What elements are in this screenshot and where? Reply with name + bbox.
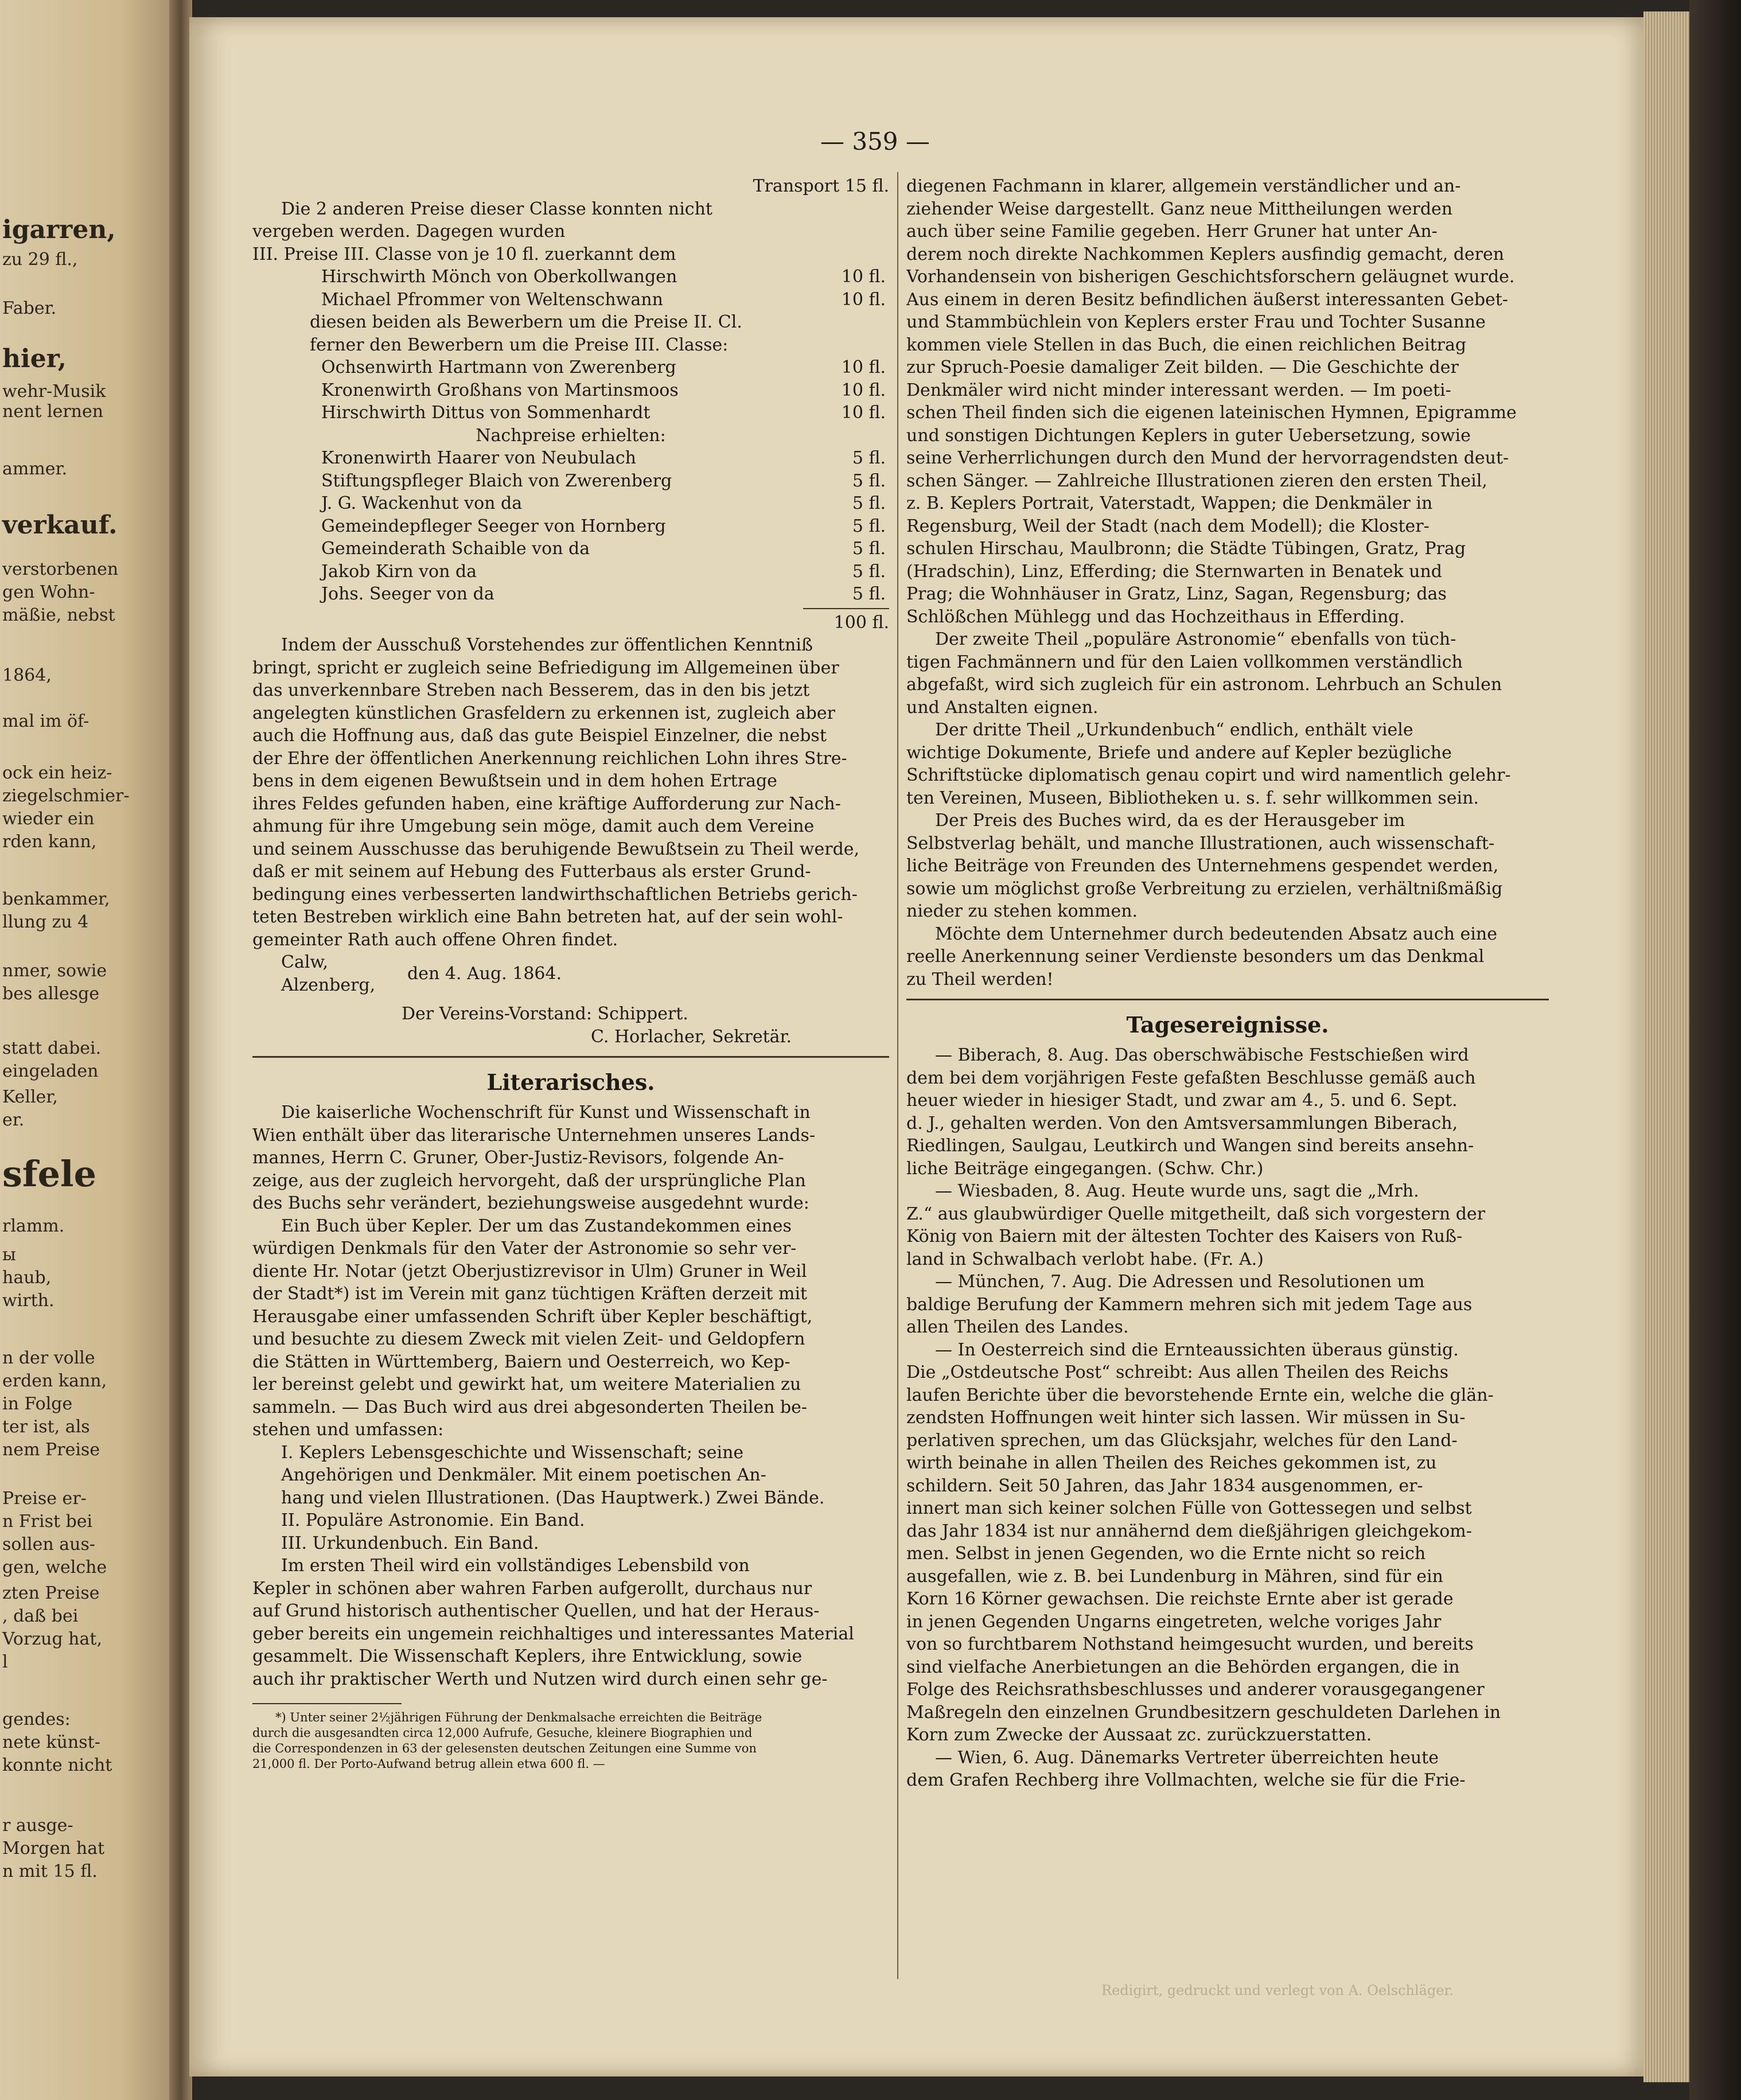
- place-date-block: [252, 951, 889, 1003]
- left-page-fragment: erden kann,: [2, 1371, 107, 1391]
- text-line: zur Spruch-Poesie damaliger Zeit bilden. — Die Geschichte der: [906, 357, 1459, 377]
- text-line: Angehörigen und Denkmäler. Mit einem poetischen An-: [281, 1465, 766, 1485]
- text-line: würdigen Denkmals für den Vater der Astronomie so sehr ver-: [252, 1238, 797, 1259]
- text-line: abgefaßt, wird sich zugleich für ein astronom. Lehrbuch an Schulen: [906, 675, 1502, 695]
- left-page-fragment: zten Preise: [2, 1583, 100, 1603]
- text-line: I. Keplers Lebensgeschichte und Wissenschaft; seine: [281, 1442, 744, 1463]
- prize-winner: Gemeinderath Schaible von da: [321, 539, 590, 559]
- prize-amount: 10 fl.: [841, 403, 886, 423]
- text-line: ahmung für ihre Umgebung sein möge, damit auch dem Vereine: [252, 816, 815, 836]
- text-line: — München, 7. Aug. Die Adressen und Resolutionen um: [935, 1272, 1425, 1292]
- footnote-line: *) Unter seiner 2½jährigen Führung der Denkmalsache erreichten die Beiträge: [275, 1711, 762, 1724]
- footnote: [252, 1710, 889, 1772]
- left-page-fragment: mäßie, nebst: [2, 605, 115, 625]
- prize-row: [252, 289, 889, 311]
- text-line: Die „Ostdeutsche Post“ schreibt: Aus allen Theilen des Reichs: [906, 1362, 1448, 1382]
- left-page-fragment: bes allesge: [2, 984, 100, 1004]
- prize-winner: J. G. Wackenhut von da: [321, 493, 523, 513]
- prize-row: [252, 470, 889, 493]
- left-page-fragment: hier,: [2, 344, 67, 373]
- prize-row: [252, 537, 889, 560]
- prize-winner: Jakob Kirn von da: [321, 561, 477, 582]
- text-line: angelegten künstlichen Grasfeldern zu erkennen ist, zugleich aber: [252, 703, 835, 723]
- text-line: zeige, aus der zugleich hervorgeht, daß der ursprüngliche Plan: [252, 1170, 806, 1191]
- text-line: — In Oesterreich sind die Ernteaussichten überaus günstig.: [935, 1339, 1459, 1360]
- left-page-fragment: rlamm.: [2, 1216, 65, 1236]
- text-line: das unverkennbare Streben nach Besserem, das in den bis jetzt: [252, 680, 810, 700]
- text-line: König von Baiern mit der ältesten Tochter des Kaisers von Ruß-: [906, 1226, 1463, 1246]
- text-line: sind vielfache Anerbietungen an die Behörden ergangen, die in: [906, 1657, 1460, 1677]
- text-line: der Stadt*) ist im Verein mit ganz tüchtigen Kräften derzeit mit: [252, 1284, 808, 1304]
- text-line: schulen Hirschau, Maulbronn; die Städte Tübingen, Gratz, Prag: [906, 539, 1466, 559]
- text-line: und Stammbüchlein von Keplers erster Frau und Tochter Susanne: [906, 312, 1486, 332]
- prize-winner: Gemeindepfleger Seeger von Hornberg: [321, 516, 666, 536]
- text-line: Denkmäler wird nicht minder interessant werden. — Im poeti-: [906, 380, 1451, 400]
- text-line: Herausgabe einer umfassenden Schrift über Kepler beschäftigt,: [252, 1306, 813, 1327]
- text-line: Wien enthält über das literarische Unternehmen unseres Lands-: [252, 1125, 816, 1146]
- text-line: — Biberach, 8. Aug. Das oberschwäbische Festschießen wird: [935, 1045, 1469, 1065]
- footnote-line: durch die ausgesandten circa 12,000 Aufrufe, Gesuche, kleinere Biographien und: [252, 1726, 753, 1740]
- left-page-fragment: , daß bei: [2, 1606, 79, 1626]
- text-line: daß er mit seinem auf Hebung des Futterbaus als erster Grund-: [252, 862, 811, 882]
- left-page-fragment: l: [2, 1652, 8, 1672]
- left-page-fragment: mal im öf-: [2, 711, 89, 731]
- left-page-fragment: nem Preise: [2, 1440, 100, 1460]
- text-line: dem Grafen Rechberg ihre Vollmachten, welche sie für die Frie-: [906, 1770, 1466, 1790]
- left-page-fragment: llung zu 4: [2, 912, 89, 932]
- text-line: Schriftstücke diplomatisch genau copirt und wird namentlich gelehr-: [906, 765, 1511, 785]
- left-page-fragment: wirth.: [2, 1291, 54, 1311]
- text-line: nieder zu stehen kommen.: [906, 901, 1138, 921]
- page-number: — 359 —: [820, 127, 930, 155]
- text-line: des Buchs sehr verändert, beziehungsweise ausgedehnt wurde:: [252, 1193, 809, 1213]
- text-line: gesammelt. Die Wissenschaft Keplers, ihre Entwicklung, sowie: [252, 1646, 803, 1666]
- text-line: allen Theilen des Landes.: [906, 1317, 1129, 1337]
- text-line: reelle Anerkennung seiner Verdienste besonders um das Denkmal: [906, 946, 1485, 967]
- left-page-fragment: igarren,: [2, 215, 116, 244]
- text-line: Z.“ aus glaubwürdiger Quelle mitgetheilt, daß sich vorgestern der: [906, 1203, 1486, 1224]
- left-page-fragment: ock ein heiz-: [2, 763, 112, 783]
- prize-intro: [252, 198, 889, 266]
- text-line: auf Grund historisch authentischer Quellen, und hat der Heraus-: [252, 1601, 820, 1621]
- prize-amount: 5 fl.: [852, 539, 886, 559]
- text-line: Selbstverlag behält, und manche Illustrationen, auch wissenschaft-: [906, 833, 1495, 854]
- left-page-fragment: Preise er-: [2, 1489, 87, 1509]
- text-line: — Wiesbaden, 8. Aug. Heute wurde uns, sagt die „Mrh.: [935, 1181, 1419, 1201]
- text-line: (Hradschin), Linz, Efferding; die Sternwarten in Benatek und: [906, 561, 1443, 582]
- text-line: schildern. Seit 50 Jahren, das Jahr 1834 ausgenommen, er-: [906, 1475, 1423, 1496]
- text-line: mannes, Herrn C. Gruner, Ober-Justiz-Revisors, folgende An-: [252, 1148, 784, 1168]
- text-line: auch über seine Familie gegeben. Herr Gruner hat unter An-: [906, 221, 1438, 241]
- text-line: zu Theil werden!: [906, 969, 1054, 989]
- prize-amount: 5 fl.: [852, 584, 886, 604]
- text-line: vergeben werden. Dagegen wurden: [252, 221, 566, 241]
- left-page-fragment: ammer.: [2, 459, 68, 479]
- text-line: derem noch direkte Nachkommen Keplers ausfindig gemacht, deren: [906, 244, 1505, 264]
- text-line: stehen und umfassen:: [252, 1420, 444, 1440]
- text-line: wirth beinahe in allen Theilen des Reiches gekommen ist, zu: [906, 1453, 1437, 1473]
- text-line: III. Urkundenbuch. Ein Band.: [281, 1533, 539, 1553]
- text-line: schen Sänger. — Zahlreiche Illustrationen zieren den ersten Theil,: [906, 470, 1487, 491]
- text-line: Indem der Ausschuß Vorstehendes zur öffentlichen Kenntniß: [281, 635, 813, 655]
- prize-total: 100 fl.: [834, 612, 889, 633]
- left-page-fragment: gen, welche: [2, 1557, 107, 1577]
- kepler-continued-text: [906, 175, 1549, 991]
- text-line: auch ihr praktischer Werth und Nutzen wird durch einen sehr ge-: [252, 1669, 828, 1689]
- left-page-fragment: statt dabei.: [2, 1038, 102, 1058]
- text-line: Die 2 anderen Preise dieser Classe konnten nicht: [281, 198, 712, 219]
- text-line: Regensburg, Weil der Stadt (nach dem Modell); die Kloster-: [906, 516, 1430, 536]
- text-line: innert man sich keiner solchen Fülle von Gottessegen und selbst: [906, 1498, 1472, 1518]
- left-page-fragment: n der volle: [2, 1348, 95, 1368]
- prize-amount: 5 fl.: [852, 470, 886, 491]
- text-line: Prag; die Wohnhäuser in Gratz, Linz, Sagan, Regensburg; das: [906, 584, 1447, 604]
- prize-note: [252, 311, 889, 356]
- prize-row: [252, 356, 889, 379]
- text-line: schen Theil finden sich die eigenen lateinischen Hymnen, Epigramme: [906, 403, 1517, 423]
- text-line: Die kaiserliche Wochenschrift für Kunst und Wissenschaft in: [281, 1102, 811, 1123]
- prize-row: [252, 492, 889, 515]
- text-line: diesen beiden als Bewerbern um die Preise II. Cl.: [310, 312, 742, 332]
- text-line: Aus einem in deren Besitz befindlichen äußerst interessanten Gebet-: [906, 289, 1508, 310]
- text-line: Vorhandensein von bisherigen Geschichtsforschern geläugnet wurde.: [906, 267, 1515, 287]
- text-line: Möchte dem Unternehmer durch bedeutenden Absatz auch eine: [935, 924, 1497, 944]
- left-page-fragment: benkammer,: [2, 889, 110, 909]
- prize-amount: 5 fl.: [852, 448, 886, 468]
- text-line: d. J., gehalten werden. Von den Amtsversammlungen Biberach,: [906, 1113, 1458, 1133]
- nachpreise-heading: Nachpreise erhielten:: [476, 425, 666, 446]
- text-line: Im ersten Theil wird ein vollständiges Lebensbild von: [281, 1556, 750, 1576]
- book-gutter: [169, 0, 192, 2100]
- text-line: kommen viele Stellen in das Buch, die einen reichlichen Beitrag: [906, 334, 1467, 355]
- prize-amount: 10 fl.: [841, 357, 886, 377]
- text-line: tigen Fachmännern und für den Laien vollkommen verständlich: [906, 652, 1463, 672]
- left-page-fragment: wieder ein: [2, 809, 95, 829]
- left-page-fragment: verkauf.: [2, 511, 118, 540]
- left-page-fragment: nmer, sowie: [2, 961, 107, 981]
- left-page-fragment: zu 29 fl.,: [2, 250, 78, 270]
- left-page-fragment: rden kann,: [2, 832, 97, 852]
- left-page-fragment: eingeladen: [2, 1061, 99, 1081]
- right-column: [906, 175, 1549, 1792]
- text-line: land in Schwalbach verlobt habe. (Fr. A.): [906, 1249, 1264, 1269]
- text-line: diente Hr. Notar (jetzt Oberjustizrevisor in Ulm) Gruner in Weil: [252, 1261, 807, 1281]
- prize-winner: Hirschwirth Mönch von Oberkollwangen: [321, 267, 677, 287]
- place-calw: Calw,: [281, 952, 329, 972]
- text-line: Schlößchen Mühlegg und das Hochzeithaus in Efferding.: [906, 606, 1405, 627]
- text-line: laufen Berichte über die bevorstehende Ernte ein, welche die glän-: [906, 1385, 1494, 1405]
- text-line: bringt, spricht er zugleich seine Befriedigung im Allgemeinen über: [252, 657, 839, 678]
- left-page-fragment: nete künst-: [2, 1732, 100, 1752]
- text-line: der Ehre der öffentlichen Anerkennung reichlichen Lohn ihres Stre-: [252, 748, 847, 769]
- text-line: Der zweite Theil „populäre Astronomie“ ebenfalls von tüch-: [935, 629, 1456, 649]
- left-page-fragment: in Folge: [2, 1394, 73, 1414]
- text-line: und seinem Ausschusse das beruhigende Bewußtsein zu Theil werde,: [252, 839, 860, 859]
- prize-amount: 10 fl.: [841, 289, 886, 310]
- text-line: auch die Hoffnung aus, daß das gute Beispiel Einzelner, die nebst: [252, 726, 827, 746]
- text-line: III. Preise III. Classe von je 10 fl. zuerkannt dem: [252, 244, 676, 264]
- left-page-fragment: gen Wohn-: [2, 582, 95, 602]
- left-page-fragment: sfele: [2, 1153, 97, 1195]
- page-edges: [1643, 11, 1689, 2082]
- text-line: liche Beiträge eingegangen. (Schw. Chr.): [906, 1158, 1264, 1179]
- left-page-fragment: n mit 15 fl.: [2, 1861, 98, 1881]
- text-line: das Jahr 1834 ist nur annähernd dem dießjährigen gleichgekom-: [906, 1521, 1472, 1541]
- section-rule-right: [906, 999, 1549, 1000]
- transport-line: Transport 15 fl.: [753, 176, 889, 196]
- prize-row: [252, 379, 889, 402]
- text-line: geber bereits ein ungemein reichhaltiges und interessantes Material: [252, 1623, 854, 1644]
- prize-winner: Hirschwirth Dittus von Sommenhardt: [321, 403, 651, 423]
- text-line: sammeln. — Das Buch wird aus drei abgesonderten Theilen be-: [252, 1397, 808, 1417]
- prize-winner: Kronenwirth Haarer von Neubulach: [321, 448, 636, 468]
- prize-row: [252, 402, 889, 424]
- text-line: bens in dem eigenen Bewußtsein und in dem hohen Ertrage: [252, 771, 777, 791]
- prize-amount: 5 fl.: [852, 561, 886, 582]
- prize-winner: Michael Pfrommer von Weltenschwann: [321, 289, 663, 310]
- prize-list-b: [252, 356, 889, 424]
- prize-winner: Stiftungspfleger Blaich von Zwerenberg: [321, 470, 672, 491]
- prize-row: [252, 583, 889, 606]
- text-line: z. B. Keplers Portrait, Vaterstadt, Wappen; die Denkmäler in: [906, 493, 1433, 513]
- text-line: Korn 16 Körner gewachsen. Die reichste Ernte aber ist gerade: [906, 1589, 1454, 1609]
- text-line: bedingung eines verbesserten landwirthschaftlichen Betriebs gerich-: [252, 884, 858, 905]
- left-page-fragment: ziegelschmier-: [2, 786, 130, 806]
- text-line: ziehender Weise dargestellt. Ganz neue Mittheilungen werden: [906, 198, 1453, 219]
- left-page-fragment: n Frist bei: [2, 1511, 93, 1532]
- left-page-fragment: er.: [2, 1110, 25, 1130]
- text-line: Maßregeln den einzelnen Grundbesitzern geschuldeten Darlehen in: [906, 1702, 1501, 1723]
- text-line: die Stätten in Württemberg, Baiern und Oesterreich, wo Kep-: [252, 1351, 790, 1372]
- text-line: dem bei dem vorjährigen Feste gefaßten Beschlusse gemäß auch: [906, 1067, 1476, 1088]
- left-page-fragment: gendes:: [2, 1709, 71, 1729]
- text-line: ausgefallen, wie z. B. bei Lundenburg in Mähren, sind für ein: [906, 1566, 1443, 1587]
- left-page-fragment: nent lernen: [2, 402, 104, 422]
- closing-paragraph: [252, 634, 889, 951]
- left-page-fragment: ter ist, als: [2, 1417, 90, 1437]
- footnote-rule: [252, 1703, 402, 1704]
- prize-amount: 10 fl.: [841, 380, 886, 400]
- left-page-fragment: Morgen hat: [2, 1838, 105, 1859]
- prize-row: [252, 266, 889, 289]
- left-column: [252, 175, 889, 1772]
- literarisches-heading: Literarisches.: [486, 1069, 655, 1095]
- prize-row: [252, 560, 889, 583]
- left-page-fragment: wehr-Musik: [2, 381, 106, 402]
- book-parts-list: [252, 1441, 889, 1555]
- text-line: Ein Buch über Kepler. Der um das Zustandekommen eines: [281, 1215, 792, 1236]
- section-rule: [252, 1056, 889, 1058]
- prize-winner: Johs. Seeger von da: [321, 584, 494, 604]
- left-page-fragment: r ausge-: [2, 1815, 73, 1836]
- text-line: Der dritte Theil „Urkundenbuch“ endlich, enthält viele: [935, 720, 1413, 740]
- text-line: Korn zum Zwecke der Aussaat zc. zurückzuerstatten.: [906, 1725, 1372, 1745]
- text-line: perlativen sprechen, um das Glücksjahr, welches für den Land-: [906, 1430, 1458, 1451]
- total-rule: [803, 608, 889, 609]
- date-line: den 4. Aug. 1864.: [407, 964, 562, 984]
- left-page-fragment: konnte nicht: [2, 1755, 112, 1775]
- signature-sekretaer: C. Horlacher, Sekretär.: [591, 1026, 792, 1047]
- text-line: ten Vereinen, Museen, Bibliotheken u. s. f. sehr willkommen sein.: [906, 788, 1479, 808]
- prize-row: [252, 515, 889, 538]
- text-line: zendsten Hoffnungen weit hinter sich lassen. Wir müssen in Su-: [906, 1408, 1466, 1428]
- text-line: hang und vielen Illustrationen. (Das Hauptwerk.) Zwei Bände.: [281, 1487, 825, 1508]
- text-line: heuer wieder in hiesiger Stadt, und zwar am 4., 5. und 6. Sept.: [906, 1090, 1458, 1111]
- news-items: [906, 1044, 1549, 1792]
- text-line: ihres Feldes gefunden haben, eine kräftige Aufforderung zur Nach-: [252, 793, 841, 814]
- text-line: liche Beiträge von Freunden des Unternehmens gespendet werden,: [906, 856, 1499, 876]
- place-alzenberg: Alzenberg,: [281, 975, 376, 995]
- left-page-fragment: Faber.: [2, 298, 57, 318]
- text-line: wichtige Dokumente, Briefe und andere auf Kepler bezügliche: [906, 742, 1452, 763]
- left-page-fragment: Vorzug hat,: [2, 1629, 102, 1649]
- text-line: diegenen Fachmann in klarer, allgemein verständlicher und an-: [906, 176, 1461, 196]
- prize-amount: 10 fl.: [841, 267, 886, 287]
- book-spine: [1689, 0, 1741, 2100]
- left-page-fragment: Keller,: [2, 1087, 58, 1107]
- literarisches-text-2: [252, 1554, 889, 1690]
- left-page-fragment: 1864,: [2, 665, 52, 685]
- text-line: in jenen Gegenden Ungarns eingetreten, welche voriges Jahr: [906, 1611, 1442, 1632]
- text-line: — Wien, 6. Aug. Dänemarks Vertreter überreichten heute: [935, 1747, 1439, 1768]
- column-divider: [897, 172, 898, 1979]
- text-line: von so furchtbarem Nothstand heimgesucht wurden, und bereits: [906, 1634, 1474, 1654]
- text-line: Kepler in schönen aber wahren Farben aufgerollt, durchaus nur: [252, 1578, 812, 1599]
- text-line: ferner den Bewerbern um die Preise III. Classe:: [310, 334, 729, 355]
- text-line: und besuchte zu diesem Zweck mit vielen Zeit- und Geldopfern: [252, 1329, 805, 1349]
- left-page-fragment: haub,: [2, 1268, 52, 1288]
- left-page-fragment: sollen aus-: [2, 1534, 95, 1554]
- signature-vorstand: Der Vereins-Vorstand: Schippert.: [402, 1004, 688, 1024]
- text-line: Riedlingen, Saulgau, Leutkirch und Wangen sind bereits ansehn-: [906, 1136, 1474, 1156]
- prize-amount: 5 fl.: [852, 493, 886, 513]
- footnote-line: 21,000 fl. Der Porto-Aufwand betrug allein etwa 600 fl. —: [252, 1757, 605, 1771]
- tagesereignisse-heading: Tagesereignisse.: [1126, 1012, 1329, 1038]
- text-line: und Anstalten eignen.: [906, 697, 1099, 718]
- text-line: gemeinter Rath auch offene Ohren findet.: [252, 929, 618, 950]
- prize-winner: Ochsenwirth Hartmann von Zwerenberg: [321, 357, 676, 377]
- prize-list-a: [252, 266, 889, 311]
- prize-winner: Kronenwirth Großhans von Martinsmoos: [321, 380, 679, 400]
- prize-list-c: [252, 447, 889, 606]
- text-line: seine Verherrlichungen durch den Mund der hervorragendsten deut-: [906, 448, 1509, 468]
- text-line: II. Populäre Astronomie. Ein Band.: [281, 1510, 585, 1530]
- text-line: ler bereinst gelebt und gewirkt hat, um weitere Materialien zu: [252, 1374, 801, 1394]
- footnote-line: die Correspondenzen in 63 der gelesensten deutschen Zeitungen eine Summe von: [252, 1741, 757, 1755]
- text-line: sowie um möglichst große Verbreitung zu erzielen, verhältnißmäßig: [906, 878, 1503, 899]
- text-line: Der Preis des Buches wird, da es der Herausgeber im: [935, 811, 1405, 831]
- prize-row: [252, 447, 889, 470]
- literarisches-text: [252, 1101, 889, 1441]
- imprint-faded: Redigirt, gedruckt und verlegt von A. Oelschläger.: [1101, 1982, 1454, 1998]
- text-line: baldige Berufung der Kammern mehren sich mit jedem Tage aus: [906, 1294, 1473, 1315]
- prize-amount: 5 fl.: [852, 516, 886, 536]
- left-page-fragment: verstorbenen: [2, 559, 119, 579]
- text-line: und sonstigen Dichtungen Keplers in guter Uebersetzung, sowie: [906, 425, 1471, 446]
- text-line: teten Bestreben wirklich eine Bahn betreten hat, auf der sein wohl-: [252, 907, 843, 927]
- text-line: Folge des Reichsrathsbeschlusses und anderer vorausgegangener: [906, 1680, 1485, 1700]
- left-page-fragment: ы: [2, 1245, 16, 1265]
- text-line: men. Selbst in jenen Gegenden, wo die Ernte nicht so reich: [906, 1544, 1426, 1564]
